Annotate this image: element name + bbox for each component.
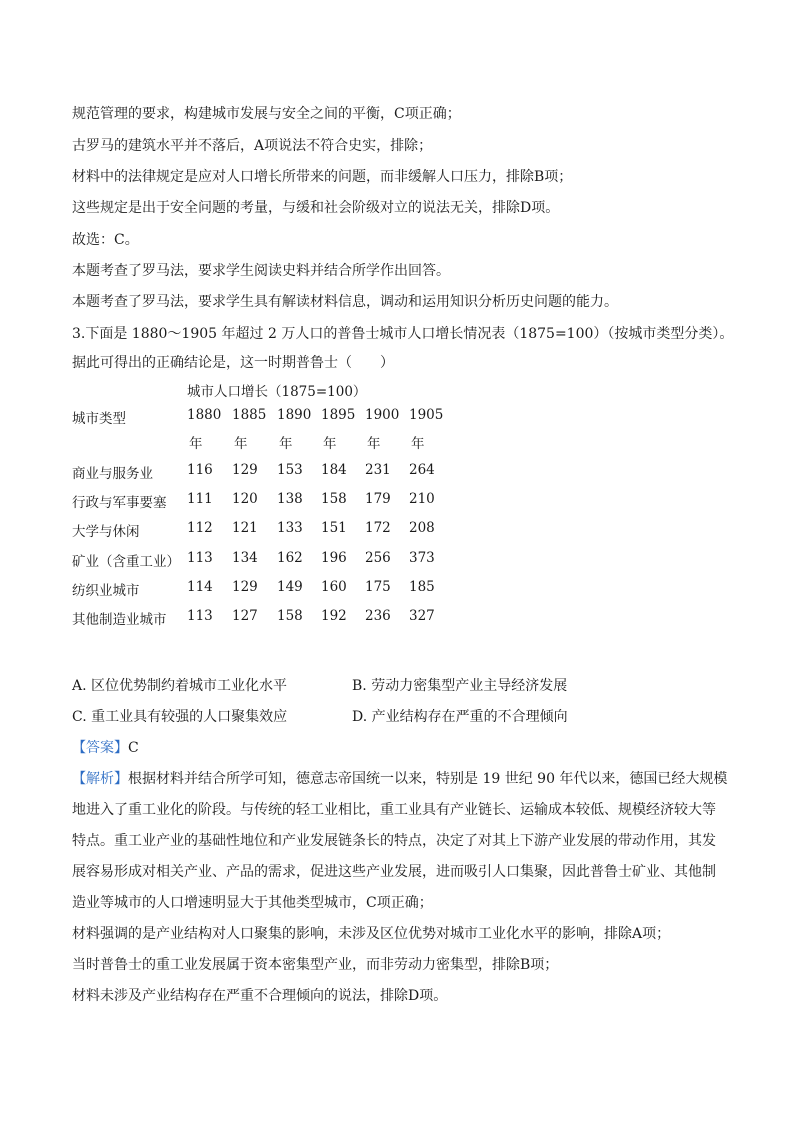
table-value: 129 bbox=[232, 579, 258, 595]
analysis-line: 这些规定是出于安全问题的考量，与缓和社会阶级对立的说法无关，排除D项。 bbox=[72, 200, 560, 216]
analysis-label: 【解析】 bbox=[72, 771, 128, 787]
table-value: 256 bbox=[365, 550, 391, 566]
table-value: 231 bbox=[365, 462, 391, 478]
year-header: 1880 bbox=[187, 407, 222, 423]
question-stem: 3.下面是 1880～1905 年超过 2 万人口的普鲁士城市人口增长情况表（1875=100）（按城市类型分类）。 bbox=[72, 326, 734, 342]
table-value: 196 bbox=[321, 550, 347, 566]
analysis-line: 材料强调的是产业结构对人口聚集的影响，未涉及区位优势对城市工业化水平的影响，排除A项； bbox=[72, 926, 671, 942]
analysis-line: 本题考查了罗马法，要求学生阅读史料并结合所学作出回答。 bbox=[72, 263, 450, 279]
analysis-line: 故选：C。 bbox=[72, 232, 139, 248]
table-value: 153 bbox=[277, 462, 303, 478]
analysis-line: 地进入了重工业化的阶段。与传统的轻工业相比，重工业具有产业链长、运输成本较低、规模经济较大等 bbox=[72, 802, 716, 818]
table-value: 184 bbox=[321, 462, 347, 478]
table-value: 210 bbox=[409, 491, 435, 507]
city-type: 纺织业城市 bbox=[72, 583, 140, 599]
table-value: 111 bbox=[187, 491, 213, 507]
answer-line bbox=[72, 737, 139, 757]
year-suffix: 年 bbox=[234, 436, 248, 452]
year-suffix: 年 bbox=[367, 436, 381, 452]
table-value: 158 bbox=[321, 491, 347, 507]
city-type: 行政与军事要塞 bbox=[72, 495, 167, 511]
table-row-header: 城市类型 bbox=[72, 411, 126, 427]
table-value: 138 bbox=[277, 491, 303, 507]
table-value: 172 bbox=[365, 520, 391, 536]
year-suffix: 年 bbox=[411, 436, 425, 452]
table-caption: 城市人口增长（1875=100） bbox=[187, 384, 367, 400]
analysis-line: 古罗马的建筑水平并不落后，A项说法不符合史实，排除； bbox=[72, 138, 433, 154]
table-value: 116 bbox=[187, 462, 213, 478]
table-value: 134 bbox=[232, 550, 258, 566]
analysis-line: 展容易形成对相关产业、产品的需求，促进这些产业发展，进而吸引人口集聚，因此普鲁士矿业、其他制 bbox=[72, 864, 716, 880]
table-value: 133 bbox=[277, 520, 303, 536]
answer-value: C bbox=[128, 740, 139, 756]
table-value: 185 bbox=[409, 579, 435, 595]
analysis-line: 造业等城市的人口增速明显大于其他类型城市，C项正确； bbox=[72, 895, 433, 911]
analysis-line: 当时普鲁士的重工业发展属于资本密集型产业，而非劳动力密集型，排除B项； bbox=[72, 957, 559, 973]
table-value: 149 bbox=[277, 579, 303, 595]
analysis-line: 材料中的法律规定是应对人口增长所带来的问题，而非缓解人口压力，排除B项； bbox=[72, 169, 573, 185]
table-value: 192 bbox=[321, 608, 347, 624]
table-value: 112 bbox=[187, 520, 213, 536]
analysis-line: 特点。重工业产业的基础性地位和产业发展链条长的特点，决定了对其上下游产业发展的带动作用，其发 bbox=[72, 833, 716, 849]
table-value: 175 bbox=[365, 579, 391, 595]
year-header: 1895 bbox=[321, 407, 356, 423]
table-value: 121 bbox=[232, 520, 258, 536]
year-header: 1900 bbox=[365, 407, 400, 423]
year-suffix: 年 bbox=[323, 436, 337, 452]
city-type: 矿业（含重工业） bbox=[72, 554, 180, 570]
table-value: 114 bbox=[187, 579, 213, 595]
year-suffix: 年 bbox=[279, 436, 293, 452]
table-value: 179 bbox=[365, 491, 391, 507]
year-header: 1885 bbox=[232, 407, 267, 423]
table-value: 373 bbox=[409, 550, 435, 566]
option-b: B. 劳动力密集型产业主导经济发展 bbox=[352, 678, 568, 694]
city-type: 其他制造业城市 bbox=[72, 612, 167, 628]
question-stem: 据此可得出的正确结论是，这一时期普鲁士（ ） bbox=[72, 355, 394, 371]
table-value: 158 bbox=[277, 608, 303, 624]
analysis-line bbox=[72, 768, 727, 788]
table-value: 264 bbox=[409, 462, 435, 478]
year-header: 1905 bbox=[409, 407, 444, 423]
analysis-line: 本题考查了罗马法，要求学生具有解读材料信息，调动和运用知识分析历史问题的能力。 bbox=[72, 294, 618, 310]
year-header: 1890 bbox=[277, 407, 312, 423]
option-a: A. 区位优势制约着城市工业化水平 bbox=[72, 678, 288, 694]
table-value: 236 bbox=[365, 608, 391, 624]
table-value: 129 bbox=[232, 462, 258, 478]
analysis-line: 材料未涉及产业结构存在严重不合理倾向的说法，排除D项。 bbox=[72, 988, 448, 1004]
table-value: 127 bbox=[232, 608, 258, 624]
table-value: 151 bbox=[321, 520, 347, 536]
analysis-line: 规范管理的要求，构建城市发展与安全之间的平衡，C项正确； bbox=[72, 106, 461, 122]
table-value: 160 bbox=[321, 579, 347, 595]
table-value: 208 bbox=[409, 520, 435, 536]
table-value: 113 bbox=[187, 608, 213, 624]
table-value: 327 bbox=[409, 608, 435, 624]
table-value: 120 bbox=[232, 491, 258, 507]
answer-label: 【答案】 bbox=[72, 740, 128, 756]
city-type: 商业与服务业 bbox=[72, 466, 153, 482]
table-value: 162 bbox=[277, 550, 303, 566]
option-c: C. 重工业具有较强的人口聚集效应 bbox=[72, 709, 288, 725]
option-d: D. 产业结构存在严重的不合理倾向 bbox=[352, 709, 568, 725]
city-type: 大学与休闲 bbox=[72, 524, 140, 540]
year-suffix: 年 bbox=[189, 436, 203, 452]
table-value: 113 bbox=[187, 550, 213, 566]
analysis-text: 根据材料并结合所学可知，德意志帝国统一以来，特别是 19 世纪 90 年代以来，德国已经大规模 bbox=[128, 771, 728, 787]
